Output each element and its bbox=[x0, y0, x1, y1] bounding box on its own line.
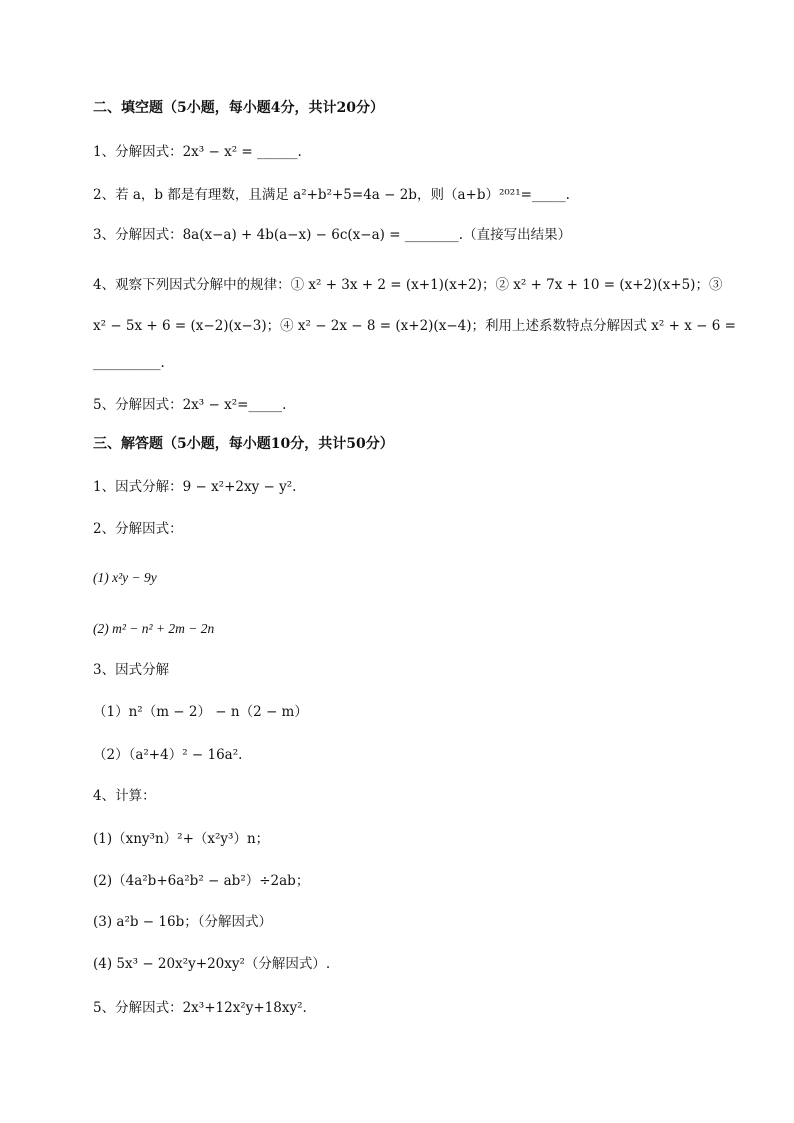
solve-question-4-part-3: (3) a²b − 16b；（分解因式） bbox=[93, 914, 272, 930]
solve-question-3-part-2: （2）（a²+4）² − 16a². bbox=[93, 747, 243, 763]
fill-question-4-line-2: x² − 5x + 6 = (x−2)(x−3)；④ x² − 2x − 8 = (x+2)(x−4)；利用上述系数特点分解因式 x² + x − 6 = bbox=[93, 318, 736, 334]
fill-question-2: 2、若 a，b 都是有理数，且满足 a²+b²+5=4a − 2b，则（a+b）²⁰²¹=_____. bbox=[93, 187, 570, 203]
solve-question-2-part-2: (2) m² − n² + 2m − 2n bbox=[93, 621, 215, 636]
fill-question-4-line-3: __________. bbox=[93, 355, 165, 371]
solve-question-4-part-2: (2)（4a²b+6a²b² − ab²）÷2ab； bbox=[93, 873, 310, 889]
solve-question-4: 4、计算： bbox=[93, 788, 156, 804]
solve-question-4-part-1: (1)（xny³n）²+（x²y³）n； bbox=[93, 831, 270, 847]
solve-question-4-part-4: (4) 5x³ − 20x²y+20xy²（分解因式）. bbox=[93, 956, 331, 972]
solve-question-1: 1、因式分解：9 − x²+2xy − y². bbox=[93, 479, 297, 495]
fill-question-1: 1、分解因式：2x³ − x² = ______. bbox=[93, 144, 302, 160]
fill-question-5: 5、分解因式：2x³ − x²=_____. bbox=[93, 397, 287, 413]
solve-question-5: 5、分解因式：2x³+12x²y+18xy². bbox=[93, 1000, 307, 1016]
solve-question-3: 3、因式分解 bbox=[93, 662, 170, 678]
solve-question-2: 2、分解因式： bbox=[93, 521, 183, 537]
fill-question-3: 3、分解因式：8a(x−a) + 4b(a−x) − 6c(x−a) = ________.（直接写出结果） bbox=[93, 227, 572, 243]
solve-question-3-part-1: （1）n²（m − 2） − n（2 − m） bbox=[93, 704, 308, 720]
solve-question-2-part-1: (1) x²y − 9y bbox=[93, 570, 157, 585]
section-3-heading: 三、解答题（5小题，每小题10分，共计50分） bbox=[93, 436, 394, 452]
section-2-heading: 二、填空题（5小题，每小题4分，共计20分） bbox=[93, 100, 384, 116]
fill-question-4-line-1: 4、观察下列因式分解中的规律：① x² + 3x + 2 = (x+1)(x+2)；② x² + 7x + 10 = (x+2)(x+5)；③ bbox=[93, 277, 723, 293]
